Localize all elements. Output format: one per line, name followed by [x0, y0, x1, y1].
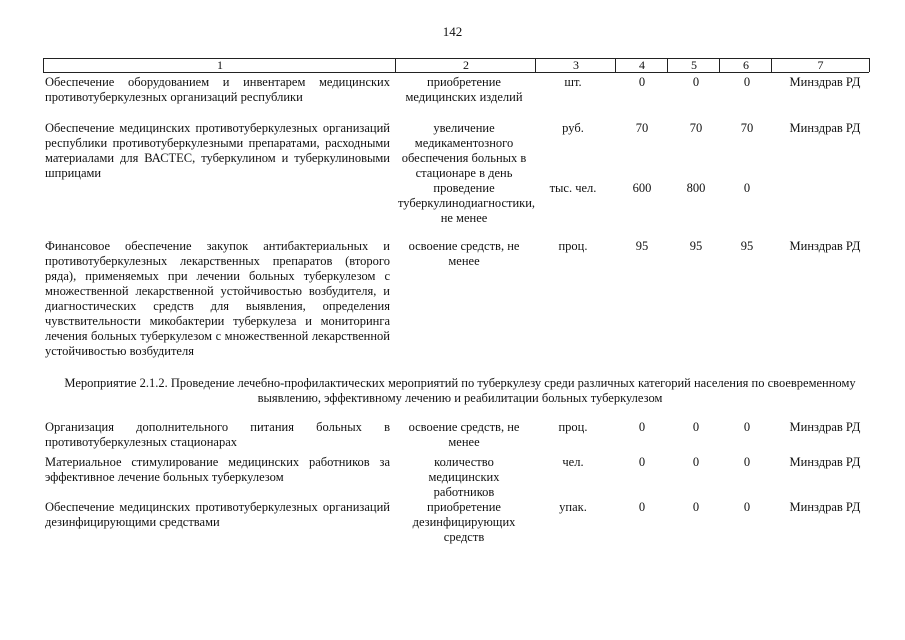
row-2-value-4: 70 — [635, 121, 649, 135]
row-2-measure: Обеспечение медицинских противотуберкулезных организаций республики противотуберкулезными препаратами, расходными материалами для ВАСТЕС, туберкулином и туберкулиновыми шприцами — [45, 121, 390, 180]
row-7-unit: упак. — [559, 500, 587, 514]
column-header-2: 2 — [395, 58, 536, 72]
row-4-value-6: 95 — [740, 239, 754, 253]
row-5-value-4: 0 — [638, 420, 646, 434]
row-1-measure: Обеспечение оборудованием и инвентарем медицинских противотуберкулезных организаций республики — [45, 75, 390, 104]
row-3-value-4: 600 — [632, 181, 652, 195]
column-header-1: 1 — [43, 58, 396, 72]
row-5-value-6: 0 — [743, 420, 751, 434]
row-5-indicator: освоение средств, не менее — [408, 420, 520, 449]
section-title: Мероприятие 2.1.2. Проведение лечебно-профилактических мероприятий по туберкулезу среди различных категорий населения по своевременному выявлению, эффективному лечению и реабилитации больных туберкулезом — [64, 376, 856, 405]
column-header-6: 6 — [719, 58, 772, 72]
row-5-measure: Организация дополнительного питания больных в противотуберкулезных стационарах — [45, 420, 390, 449]
row-1-value-4: 0 — [638, 75, 646, 89]
row-2-unit: руб. — [562, 121, 584, 135]
row-2-value-5: 70 — [689, 121, 703, 135]
row-6-value-4: 0 — [638, 455, 646, 469]
row-6-indicator: количество медицинских работников — [428, 455, 500, 499]
row-1-value-5: 0 — [692, 75, 700, 89]
row-2-indicator: увеличение медикаментозного обеспечения больных в стационаре в день — [401, 121, 527, 180]
page-number: 142 — [442, 24, 463, 39]
table-header-bottom-rule — [43, 72, 869, 73]
row-2-executor: Минздрав РД — [789, 121, 861, 135]
row-7-executor: Минздрав РД — [789, 500, 861, 514]
column-header-3: 3 — [535, 58, 616, 72]
row-6-unit: чел. — [562, 455, 584, 469]
row-4-measure: Финансовое обеспечение закупок антибактериальных и противотуберкулезных лекарственных препаратов (второго ряда), применяемых при лечении больных туберкулезом с множественной лекарственной устойчивостью возбудителя, и диагностических средств для выявления, определения чувствительности микобактерии туберкулеза и мониторинга лечения больных туберкулезом с множественной лекарственной устойчивостью возбудителя — [45, 239, 390, 358]
row-5-unit: проц. — [558, 420, 588, 434]
row-3-unit: тыс. чел. — [549, 181, 597, 195]
row-7-value-5: 0 — [692, 500, 700, 514]
column-header-4: 4 — [615, 58, 668, 72]
row-6-value-6: 0 — [743, 455, 751, 469]
row-7-value-6: 0 — [743, 500, 751, 514]
row-1-unit: шт. — [564, 75, 582, 89]
row-7-indicator: приобретение дезинфицирующих средств — [412, 500, 516, 544]
row-4-value-5: 95 — [689, 239, 703, 253]
row-4-unit: проц. — [558, 239, 588, 253]
row-5-executor: Минздрав РД — [789, 420, 861, 434]
column-header-5: 5 — [667, 58, 720, 72]
row-5-value-5: 0 — [692, 420, 700, 434]
row-3-value-6: 0 — [743, 181, 751, 195]
row-7-value-4: 0 — [638, 500, 646, 514]
row-3-value-5: 800 — [686, 181, 706, 195]
row-4-indicator: освоение средств, не менее — [408, 239, 520, 268]
row-7-measure: Обеспечение медицинских противотуберкулезных организаций дезинфицирующими средствами — [45, 500, 390, 529]
row-6-measure: Материальное стимулирование медицинских работников за эффективное лечение больных туберкулезом — [45, 455, 390, 484]
row-4-value-4: 95 — [635, 239, 649, 253]
row-6-executor: Минздрав РД — [789, 455, 861, 469]
row-2-value-6: 70 — [740, 121, 754, 135]
row-1-indicator: приобретение медицинских изделий — [405, 75, 523, 104]
row-3-indicator: проведение туберкулинодиагностики, не менее — [398, 181, 536, 225]
row-1-executor: Минздрав РД — [789, 75, 861, 89]
row-1-value-6: 0 — [743, 75, 751, 89]
column-header-7: 7 — [771, 58, 870, 72]
row-6-value-5: 0 — [692, 455, 700, 469]
row-4-executor: Минздрав РД — [789, 239, 861, 253]
